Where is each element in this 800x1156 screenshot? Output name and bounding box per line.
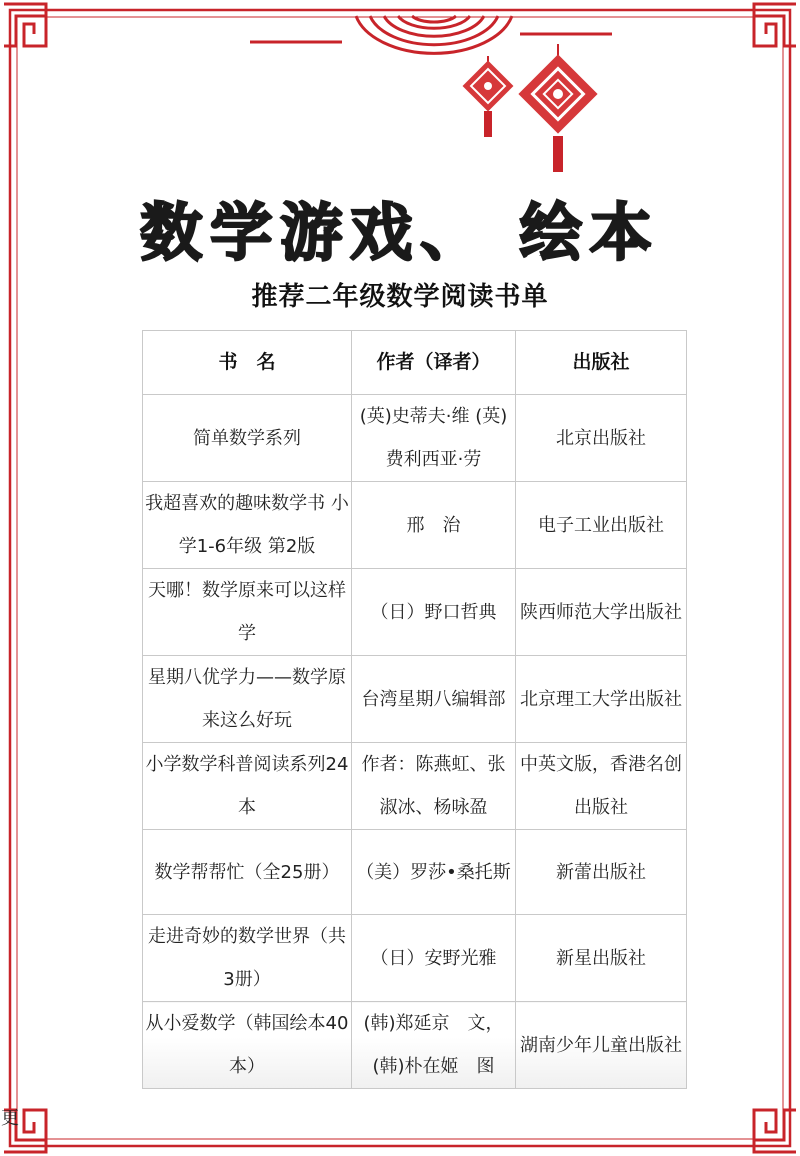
book-name-cell: 数学帮帮忙（全25册） bbox=[143, 830, 352, 915]
main-title: 数学游戏、 绘本 bbox=[140, 196, 660, 269]
author-cell: 台湾星期八编辑部 bbox=[352, 656, 516, 743]
publisher-cell: 新星出版社 bbox=[516, 915, 687, 1002]
header-author: 作者（译者） bbox=[352, 331, 516, 395]
table-row bbox=[143, 743, 687, 830]
book-name-cell: 简单数学系列 bbox=[143, 395, 352, 482]
book-name-cell: 天哪！数学原来可以这样学 bbox=[143, 569, 352, 656]
header-publisher: 出版社 bbox=[516, 331, 687, 395]
table-row bbox=[143, 395, 687, 482]
author-cell: (英)史蒂夫·维 (英)费利西亚·劳 bbox=[352, 395, 516, 482]
publisher-cell: 北京出版社 bbox=[516, 395, 687, 482]
table-row bbox=[143, 482, 687, 569]
publisher-cell: 北京理工大学出版社 bbox=[516, 656, 687, 743]
book-name-cell: 走进奇妙的数学世界（共3册） bbox=[143, 915, 352, 1002]
table-row bbox=[143, 569, 687, 656]
table-row bbox=[143, 656, 687, 743]
chinese-knot-large-icon bbox=[518, 44, 597, 172]
table-header-row bbox=[143, 331, 687, 395]
table-row bbox=[143, 915, 687, 1002]
chinese-knot-small-icon bbox=[463, 56, 514, 137]
table-row bbox=[143, 1002, 687, 1089]
book-name-cell: 我超喜欢的趣味数学书 小学1-6年级 第2版 bbox=[143, 482, 352, 569]
book-name-cell: 从小爱数学（韩国绘本40本） bbox=[143, 1002, 352, 1089]
book-list-table bbox=[142, 330, 687, 1089]
author-cell: (韩)郑延京 文，(韩)朴在姬 图 bbox=[352, 1002, 516, 1089]
publisher-cell: 中英文版，香港名创出版社 bbox=[516, 743, 687, 830]
table-row bbox=[143, 830, 687, 915]
header-book-name: 书 名 bbox=[143, 331, 352, 395]
author-cell: （美）罗莎•桑托斯 bbox=[352, 830, 516, 915]
author-cell: （日）野口哲典 bbox=[352, 569, 516, 656]
corner-text: 更 bbox=[1, 1108, 19, 1129]
book-name-cell: 小学数学科普阅读系列24本 bbox=[143, 743, 352, 830]
subtitle: 推荐二年级数学阅读书单 bbox=[251, 282, 549, 312]
publisher-cell: 电子工业出版社 bbox=[516, 482, 687, 569]
publisher-cell: 湖南少年儿童出版社 bbox=[516, 1002, 687, 1089]
author-cell: （日）安野光雅 bbox=[352, 915, 516, 1002]
publisher-cell: 陕西师范大学出版社 bbox=[516, 569, 687, 656]
author-cell: 作者：陈燕虹、张淑冰、杨咏盈 bbox=[352, 743, 516, 830]
author-cell: 邢 治 bbox=[352, 482, 516, 569]
publisher-cell: 新蕾出版社 bbox=[516, 830, 687, 915]
book-name-cell: 星期八优学力——数学原来这么好玩 bbox=[143, 656, 352, 743]
